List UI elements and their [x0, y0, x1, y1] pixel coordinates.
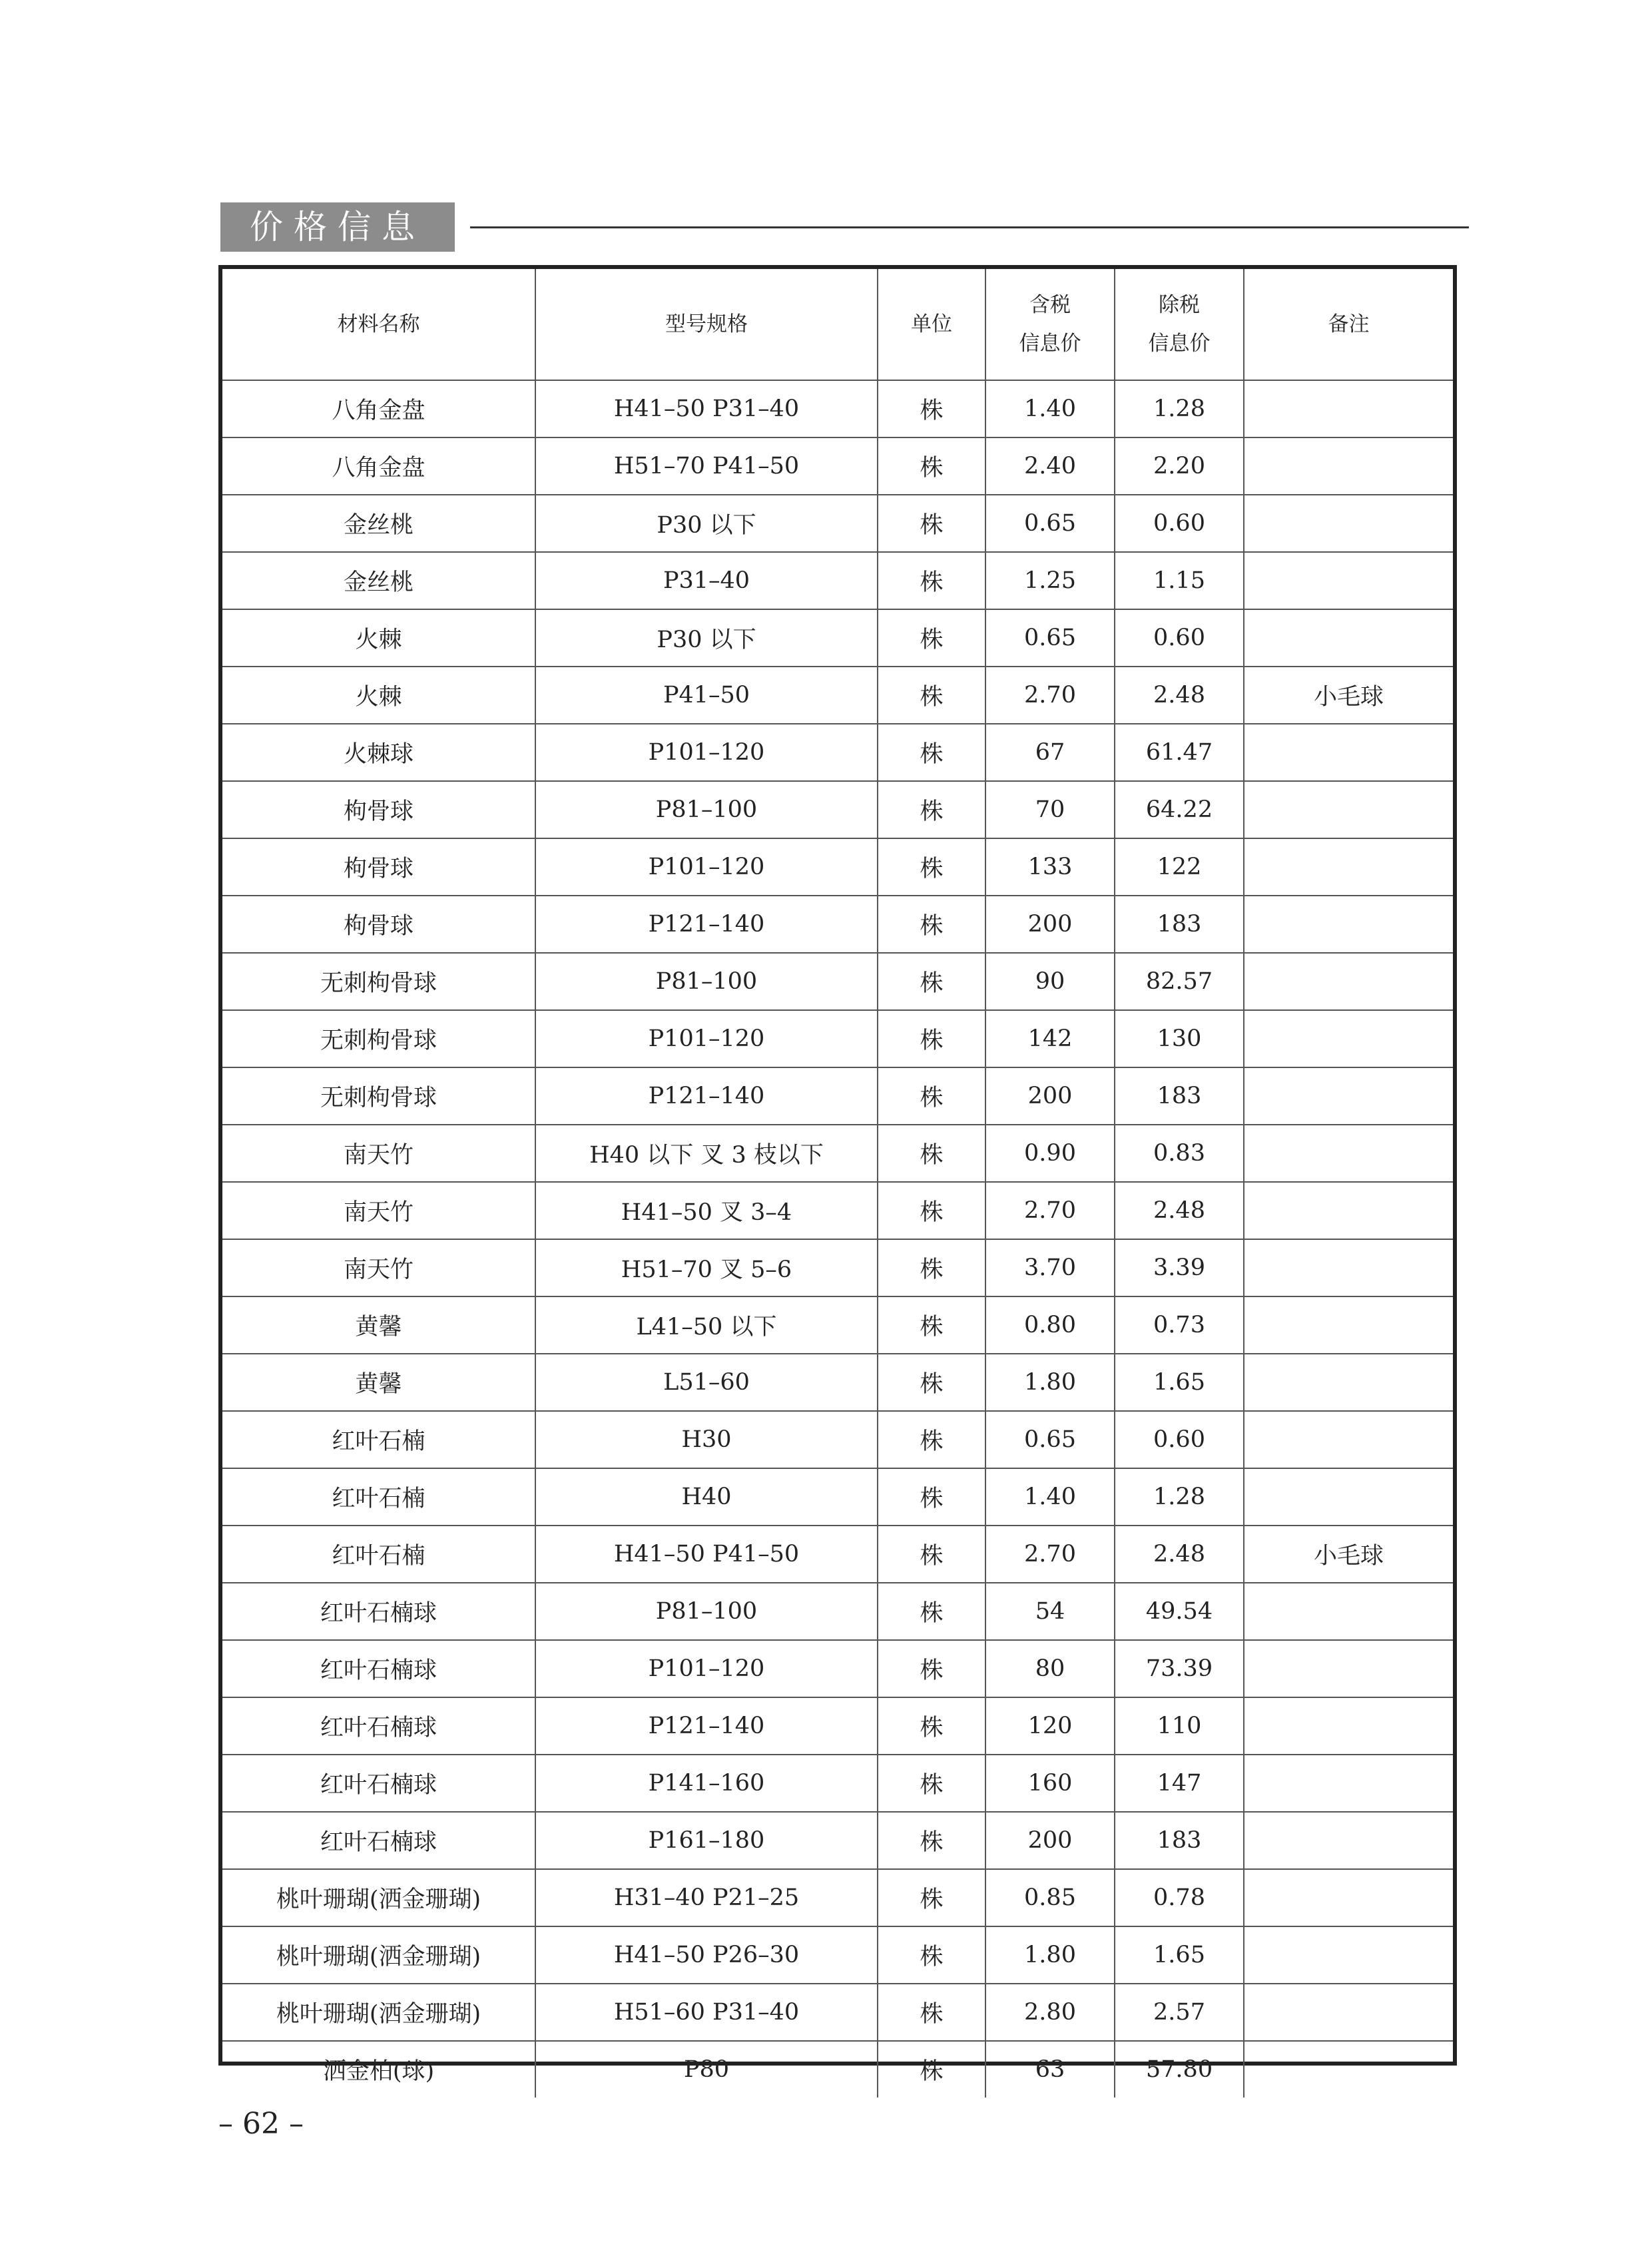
cell-remark — [1244, 1640, 1453, 1697]
table-row — [222, 2041, 1453, 2098]
cell-price-tax-incl: 0.85 — [985, 1869, 1115, 1926]
cell-price-tax-incl: 0.65 — [985, 1411, 1115, 1468]
cell-remark — [1244, 437, 1453, 495]
cell-price-tax-excl: 110 — [1115, 1697, 1244, 1755]
cell-unit: 株 — [878, 953, 985, 1010]
cell-remark — [1244, 2041, 1453, 2098]
cell-remark — [1244, 1067, 1453, 1125]
cell-remark — [1244, 1984, 1453, 2041]
table-row — [222, 781, 1453, 838]
cell-spec: H51–60 P31–40 — [535, 1984, 878, 2041]
cell-unit: 株 — [878, 1182, 985, 1239]
table-row — [222, 609, 1453, 667]
col-header-unit: 单位 — [878, 269, 985, 380]
table-row — [222, 437, 1453, 495]
table-row — [222, 1239, 1453, 1296]
cell-remark — [1244, 1697, 1453, 1755]
cell-spec: P81–100 — [535, 953, 878, 1010]
cell-price-tax-incl: 142 — [985, 1010, 1115, 1067]
cell-remark: 小毛球 — [1244, 667, 1453, 724]
cell-unit: 株 — [878, 609, 985, 667]
cell-price-tax-excl: 1.65 — [1115, 1354, 1244, 1411]
table-row — [222, 1984, 1453, 2041]
cell-price-tax-incl: 0.65 — [985, 495, 1115, 552]
cell-price-tax-incl: 133 — [985, 838, 1115, 896]
cell-name: 红叶石楠 — [222, 1526, 535, 1583]
cell-name: 红叶石楠球 — [222, 1812, 535, 1869]
table-row — [222, 1067, 1453, 1125]
table-row — [222, 1296, 1453, 1354]
cell-name: 枸骨球 — [222, 781, 535, 838]
col-header-remark: 备注 — [1244, 269, 1453, 380]
cell-unit: 株 — [878, 1697, 985, 1755]
cell-price-tax-incl: 160 — [985, 1755, 1115, 1812]
cell-price-tax-excl: 49.54 — [1115, 1583, 1244, 1640]
cell-remark: 小毛球 — [1244, 1526, 1453, 1583]
cell-spec: H41–50 P31–40 — [535, 380, 878, 437]
cell-price-tax-excl: 147 — [1115, 1755, 1244, 1812]
cell-unit: 株 — [878, 1812, 985, 1869]
cell-price-tax-incl: 1.80 — [985, 1354, 1115, 1411]
cell-name: 无刺枸骨球 — [222, 1067, 535, 1125]
cell-price-tax-incl: 67 — [985, 724, 1115, 781]
col-header-tax-excl-line1: 除税 — [1159, 293, 1200, 317]
col-header-tax-excl-line2: 信息价 — [1148, 332, 1211, 356]
cell-price-tax-incl: 2.70 — [985, 667, 1115, 724]
cell-price-tax-excl: 122 — [1115, 838, 1244, 896]
cell-remark — [1244, 1239, 1453, 1296]
col-header-name: 材料名称 — [222, 269, 535, 380]
cell-price-tax-excl: 2.48 — [1115, 1182, 1244, 1239]
col-header-tax-incl-line2: 信息价 — [1019, 332, 1081, 356]
cell-name: 南天竹 — [222, 1125, 535, 1182]
cell-remark — [1244, 380, 1453, 437]
cell-name: 红叶石楠 — [222, 1468, 535, 1526]
cell-price-tax-excl: 0.73 — [1115, 1296, 1244, 1354]
cell-unit: 株 — [878, 1755, 985, 1812]
cell-price-tax-excl: 0.60 — [1115, 609, 1244, 667]
cell-price-tax-excl: 1.15 — [1115, 552, 1244, 609]
table-row — [222, 380, 1453, 437]
cell-unit: 株 — [878, 781, 985, 838]
cell-name: 枸骨球 — [222, 896, 535, 953]
cell-unit: 株 — [878, 495, 985, 552]
cell-remark — [1244, 1468, 1453, 1526]
cell-spec: H31–40 P21–25 — [535, 1869, 878, 1926]
cell-price-tax-incl: 54 — [985, 1583, 1115, 1640]
cell-unit: 株 — [878, 1125, 985, 1182]
table-row — [222, 953, 1453, 1010]
cell-unit: 株 — [878, 896, 985, 953]
cell-spec: H30 — [535, 1411, 878, 1468]
cell-name: 洒金柏(球) — [222, 2041, 535, 2098]
cell-name: 红叶石楠 — [222, 1411, 535, 1468]
cell-spec: P30 以下 — [535, 495, 878, 552]
cell-spec: P80 — [535, 2041, 878, 2098]
cell-price-tax-incl: 90 — [985, 953, 1115, 1010]
table-row — [222, 1125, 1453, 1182]
cell-price-tax-incl: 1.80 — [985, 1926, 1115, 1984]
cell-remark — [1244, 1755, 1453, 1812]
cell-price-tax-excl: 1.28 — [1115, 380, 1244, 437]
cell-price-tax-excl: 2.48 — [1115, 1526, 1244, 1583]
table-row — [222, 724, 1453, 781]
cell-spec: H40 以下 叉 3 枝以下 — [535, 1125, 878, 1182]
table-row — [222, 1755, 1453, 1812]
table-row — [222, 896, 1453, 953]
cell-price-tax-incl: 70 — [985, 781, 1115, 838]
cell-price-tax-incl: 200 — [985, 896, 1115, 953]
table-row — [222, 1812, 1453, 1869]
cell-name: 火棘 — [222, 667, 535, 724]
cell-unit: 株 — [878, 1296, 985, 1354]
cell-price-tax-incl: 2.70 — [985, 1526, 1115, 1583]
cell-price-tax-excl: 3.39 — [1115, 1239, 1244, 1296]
cell-price-tax-excl: 1.65 — [1115, 1926, 1244, 1984]
cell-price-tax-excl: 57.80 — [1115, 2041, 1244, 2098]
cell-unit: 株 — [878, 437, 985, 495]
cell-spec: P101–120 — [535, 1010, 878, 1067]
cell-price-tax-incl: 80 — [985, 1640, 1115, 1697]
cell-spec: H41–50 叉 3–4 — [535, 1182, 878, 1239]
cell-unit: 株 — [878, 1239, 985, 1296]
cell-remark — [1244, 896, 1453, 953]
cell-price-tax-incl: 2.40 — [985, 437, 1115, 495]
table-row — [222, 838, 1453, 896]
cell-remark — [1244, 609, 1453, 667]
col-header-tax-incl-line1: 含税 — [1029, 293, 1071, 317]
col-header-tax-incl-price — [985, 269, 1115, 380]
table-row — [222, 1926, 1453, 1984]
cell-price-tax-excl: 0.60 — [1115, 1411, 1244, 1468]
cell-price-tax-incl: 200 — [985, 1812, 1115, 1869]
cell-spec: P101–120 — [535, 1640, 878, 1697]
cell-unit: 株 — [878, 1869, 985, 1926]
cell-name: 八角金盘 — [222, 437, 535, 495]
cell-price-tax-excl: 0.60 — [1115, 495, 1244, 552]
cell-name: 无刺枸骨球 — [222, 953, 535, 1010]
cell-name: 红叶石楠球 — [222, 1640, 535, 1697]
cell-name: 火棘球 — [222, 724, 535, 781]
table-row — [222, 1583, 1453, 1640]
cell-unit: 株 — [878, 1067, 985, 1125]
cell-remark — [1244, 838, 1453, 896]
table-header-row — [222, 269, 1453, 380]
cell-price-tax-excl: 0.83 — [1115, 1125, 1244, 1182]
cell-remark — [1244, 1182, 1453, 1239]
cell-spec: P101–120 — [535, 724, 878, 781]
cell-price-tax-excl: 0.78 — [1115, 1869, 1244, 1926]
cell-name: 枸骨球 — [222, 838, 535, 896]
cell-remark — [1244, 1010, 1453, 1067]
cell-spec: P121–140 — [535, 1067, 878, 1125]
cell-price-tax-excl: 82.57 — [1115, 953, 1244, 1010]
price-table — [218, 265, 1457, 2085]
table-row — [222, 1697, 1453, 1755]
cell-remark — [1244, 781, 1453, 838]
cell-spec: P101–120 — [535, 838, 878, 896]
cell-unit: 株 — [878, 2041, 985, 2098]
table-row — [222, 667, 1453, 724]
table-row — [222, 1869, 1453, 1926]
table-row — [222, 1010, 1453, 1067]
cell-remark — [1244, 1411, 1453, 1468]
cell-unit: 株 — [878, 1526, 985, 1583]
table-row — [222, 1182, 1453, 1239]
cell-unit: 株 — [878, 1411, 985, 1468]
cell-spec: L51–60 — [535, 1354, 878, 1411]
col-header-spec: 型号规格 — [535, 269, 878, 380]
cell-price-tax-incl: 200 — [985, 1067, 1115, 1125]
cell-unit: 株 — [878, 1984, 985, 2041]
cell-price-tax-incl: 2.80 — [985, 1984, 1115, 2041]
cell-remark — [1244, 1125, 1453, 1182]
cell-name: 桃叶珊瑚(洒金珊瑚) — [222, 1869, 535, 1926]
table-row — [222, 1468, 1453, 1526]
cell-unit: 株 — [878, 1583, 985, 1640]
page-number: – 62 – — [218, 2107, 304, 2141]
cell-price-tax-incl: 1.25 — [985, 552, 1115, 609]
cell-spec: H51–70 叉 5–6 — [535, 1239, 878, 1296]
cell-name: 南天竹 — [222, 1182, 535, 1239]
cell-unit: 株 — [878, 724, 985, 781]
cell-name: 黄馨 — [222, 1296, 535, 1354]
cell-name: 红叶石楠球 — [222, 1583, 535, 1640]
cell-spec: P31–40 — [535, 552, 878, 609]
cell-remark — [1244, 1296, 1453, 1354]
cell-name: 金丝桃 — [222, 552, 535, 609]
cell-price-tax-excl: 2.20 — [1115, 437, 1244, 495]
cell-unit: 株 — [878, 380, 985, 437]
cell-name: 南天竹 — [222, 1239, 535, 1296]
cell-remark — [1244, 552, 1453, 609]
cell-price-tax-incl: 0.80 — [985, 1296, 1115, 1354]
cell-price-tax-incl: 2.70 — [985, 1182, 1115, 1239]
cell-spec: P121–140 — [535, 1697, 878, 1755]
cell-name: 红叶石楠球 — [222, 1697, 535, 1755]
cell-unit: 株 — [878, 1010, 985, 1067]
cell-spec: P121–140 — [535, 896, 878, 953]
cell-price-tax-excl: 2.48 — [1115, 667, 1244, 724]
cell-unit: 株 — [878, 838, 985, 896]
cell-name: 红叶石楠球 — [222, 1755, 535, 1812]
cell-spec: P81–100 — [535, 1583, 878, 1640]
cell-price-tax-excl: 183 — [1115, 896, 1244, 953]
cell-remark — [1244, 1583, 1453, 1640]
cell-remark — [1244, 1354, 1453, 1411]
cell-price-tax-excl: 183 — [1115, 1812, 1244, 1869]
cell-spec: P161–180 — [535, 1812, 878, 1869]
cell-spec: P30 以下 — [535, 609, 878, 667]
cell-price-tax-incl: 0.65 — [985, 609, 1115, 667]
cell-name: 八角金盘 — [222, 380, 535, 437]
cell-remark — [1244, 1812, 1453, 1869]
cell-price-tax-excl: 130 — [1115, 1010, 1244, 1067]
cell-remark — [1244, 495, 1453, 552]
cell-spec: H41–50 P26–30 — [535, 1926, 878, 1984]
cell-price-tax-incl: 1.40 — [985, 380, 1115, 437]
cell-name: 黄馨 — [222, 1354, 535, 1411]
cell-price-tax-excl: 61.47 — [1115, 724, 1244, 781]
cell-name: 火棘 — [222, 609, 535, 667]
header-rule — [470, 226, 1469, 228]
cell-remark — [1244, 1869, 1453, 1926]
cell-remark — [1244, 724, 1453, 781]
cell-name: 金丝桃 — [222, 495, 535, 552]
cell-spec: H51–70 P41–50 — [535, 437, 878, 495]
cell-price-tax-excl: 73.39 — [1115, 1640, 1244, 1697]
table-row — [222, 1526, 1453, 1583]
cell-price-tax-excl: 183 — [1115, 1067, 1244, 1125]
cell-unit: 株 — [878, 1926, 985, 1984]
table-row — [222, 1354, 1453, 1411]
table-row — [222, 495, 1453, 552]
cell-price-tax-incl: 120 — [985, 1697, 1115, 1755]
cell-price-tax-incl: 1.40 — [985, 1468, 1115, 1526]
section-title: 价格信息 — [220, 202, 455, 252]
cell-unit: 株 — [878, 1354, 985, 1411]
cell-unit: 株 — [878, 1468, 985, 1526]
table-row — [222, 1411, 1453, 1468]
cell-spec: P81–100 — [535, 781, 878, 838]
cell-spec: H41–50 P41–50 — [535, 1526, 878, 1583]
cell-spec: L41–50 以下 — [535, 1296, 878, 1354]
cell-unit: 株 — [878, 667, 985, 724]
cell-price-tax-incl: 0.90 — [985, 1125, 1115, 1182]
cell-price-tax-excl: 64.22 — [1115, 781, 1244, 838]
cell-spec: H40 — [535, 1468, 878, 1526]
cell-name: 无刺枸骨球 — [222, 1010, 535, 1067]
cell-name: 桃叶珊瑚(洒金珊瑚) — [222, 1984, 535, 2041]
cell-unit: 株 — [878, 1640, 985, 1697]
cell-price-tax-incl: 63 — [985, 2041, 1115, 2098]
table-row — [222, 1640, 1453, 1697]
cell-spec: P141–160 — [535, 1755, 878, 1812]
table-row — [222, 552, 1453, 609]
cell-remark — [1244, 1926, 1453, 1984]
cell-price-tax-excl: 1.28 — [1115, 1468, 1244, 1526]
cell-price-tax-excl: 2.57 — [1115, 1984, 1244, 2041]
cell-price-tax-incl: 3.70 — [985, 1239, 1115, 1296]
cell-unit: 株 — [878, 552, 985, 609]
col-header-tax-excl-price — [1115, 269, 1244, 380]
cell-spec: P41–50 — [535, 667, 878, 724]
cell-remark — [1244, 953, 1453, 1010]
cell-name: 桃叶珊瑚(洒金珊瑚) — [222, 1926, 535, 1984]
